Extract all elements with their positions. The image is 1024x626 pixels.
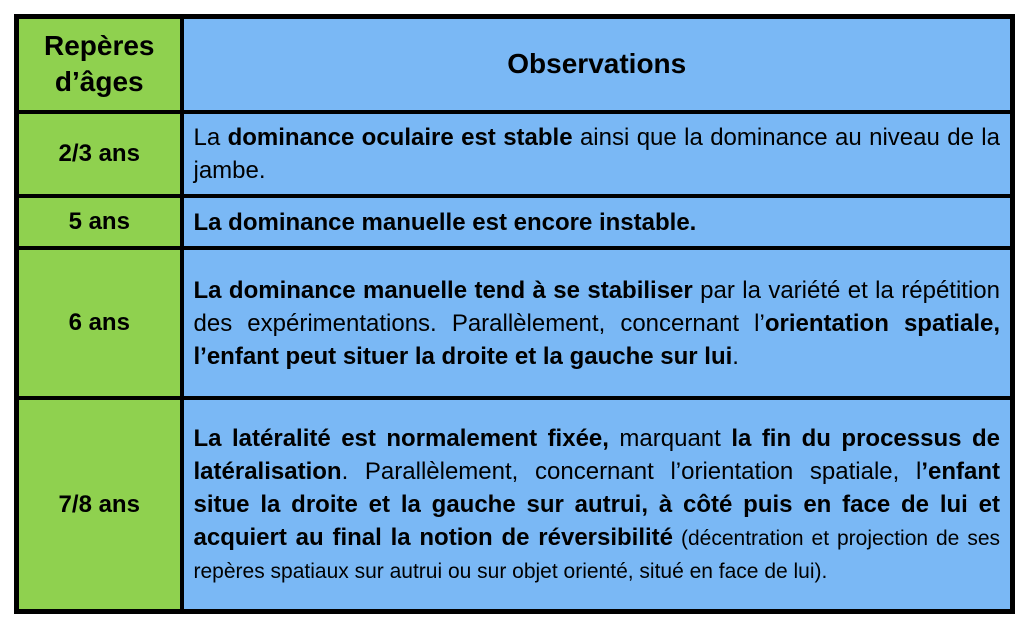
header-row [17, 17, 1013, 112]
observation-cell [182, 398, 1013, 611]
header-observations: Observations [182, 17, 1013, 112]
text-segment: marquant [608, 425, 732, 453]
observation-cell [182, 196, 1013, 247]
bold-text-segment: dominance oculaire est stable [227, 124, 573, 152]
text-segment: ainsi que la dominance au niveau de la jambe. [193, 124, 1000, 185]
table-row [17, 248, 1013, 399]
age-cell: 7/8 ans [17, 398, 182, 611]
text-segment: . [732, 342, 739, 370]
age-cell: 2/3 ans [17, 112, 182, 196]
table-row [17, 196, 1013, 247]
bold-text-segment: ’enfant situe la droite et la gauche sur autrui, à côté puis en face de lui et acquiert au final la notion de réversibilité [193, 458, 1000, 552]
table-row [17, 398, 1013, 611]
bold-text-segment: La latéralité est normalement fixée, [193, 425, 609, 453]
observation-cell [182, 112, 1013, 196]
age-cell: 5 ans [17, 196, 182, 247]
header-age: Repères d’âges [17, 17, 182, 112]
observation-cell [182, 248, 1013, 399]
tail-text: (décentration et projection de ses repères spatiaux sur autrui ou sur objet orienté, situé en face de lui). [193, 527, 1001, 584]
age-cell: 6 ans [17, 248, 182, 399]
bold-text-segment: La dominance manuelle tend à se stabiliser [193, 276, 693, 304]
text-segment: . Parallèlement, concernant l’orientation spatiale, l [341, 458, 922, 486]
bold-text-segment: la fin du processus de latéralisation [193, 425, 1000, 486]
bold-text-segment: orientation spatiale, l’enfant peut situer la droite et la gauche sur lui [193, 309, 1001, 370]
bold-text-segment: La dominance manuelle est encore instable. [193, 208, 697, 236]
text-segment: La [193, 124, 228, 152]
table-row [17, 112, 1013, 196]
age-observations-table [14, 14, 1015, 614]
text-segment: par la variété et la répétition des expérimentations. Parallèlement, concernant l’ [193, 276, 1000, 337]
